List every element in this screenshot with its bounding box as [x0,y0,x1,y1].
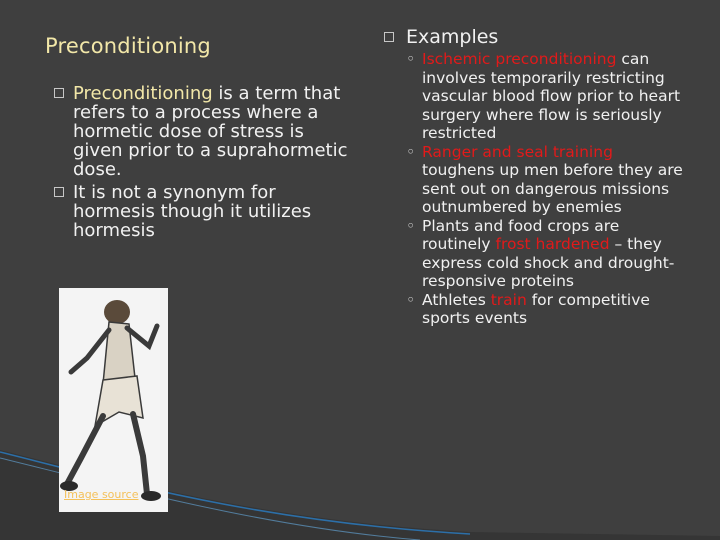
left-bullet-list [54,84,354,244]
right-examples [384,26,684,328]
circle-bullet-icon: ◦ [406,142,416,161]
circle-bullet-icon: ◦ [406,50,416,68]
bullet-not-synonym [54,183,354,240]
examples-list [384,50,684,328]
examples-heading [384,26,684,48]
example-text: – they express cold shock and drought-responsive proteins [422,235,675,290]
example-highlight: Ranger and seal training [422,142,613,161]
term-highlight: Preconditioning [73,83,213,104]
example-athletes [406,291,684,328]
example-ranger [406,143,684,217]
running-man-illustration [59,288,168,512]
circle-bullet-icon: ◦ [406,216,416,235]
example-ischemic [406,50,684,143]
bullet-text: is a term that refers to a process where a hormetic dose of stress is given prior to a suprahormetic dose. [73,83,348,180]
example-highlight: Ischemic preconditioning [422,50,617,68]
example-text: toughens up men before they are sent out on dangerous missions outnumbered by enemies [422,161,683,216]
slide-title: Preconditioning [45,34,211,58]
example-text: Athletes [422,290,491,309]
bullet-preconditioning-definition [54,84,354,179]
example-highlight: frost hardened [495,235,610,253]
bullet-square-icon [54,88,64,98]
example-highlight: train [490,290,527,309]
bullet-square-icon [384,32,394,42]
example-text: can involves temporarily restricting vascular blood flow prior to heart surgery where flow is seriously restricted [422,50,681,142]
bullet-text: It is not a synonym for hormesis though it utilizes hormesis [73,182,312,241]
example-plants [406,217,684,291]
example-text: Plants and food crops are routinely [422,216,620,253]
bullet-square-icon [54,187,64,197]
running-man-icon [59,288,168,512]
image-source-link[interactable]: Image source [64,488,139,501]
circle-bullet-icon: ◦ [406,290,416,309]
example-text: for competitive sports events [422,290,650,327]
examples-heading-text: Examples [406,26,499,48]
